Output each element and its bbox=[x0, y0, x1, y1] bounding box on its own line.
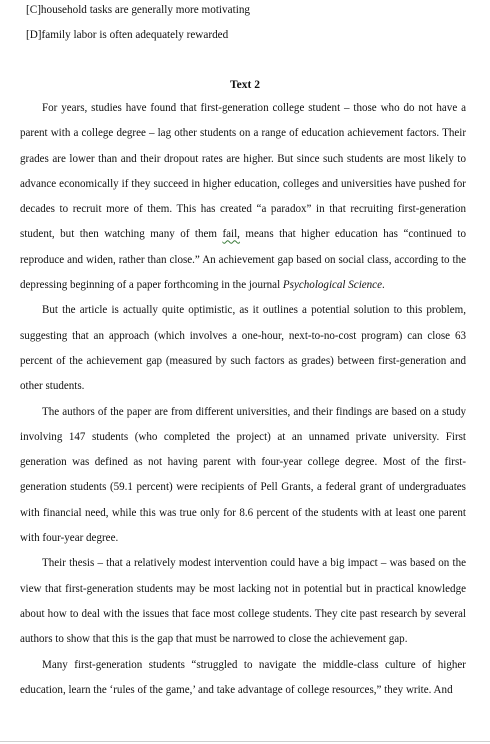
passage-body bbox=[20, 96, 466, 703]
paragraph-1-part-a: For years, studies have found that first-generation college student – those who do not have a parent with a college degree – lag other students on a range of education achievement factors. Their grades are lower than and their dropout rates are higher. But since such students are most likely to advance economically if they succeed in higher education, colleges and universities have pushed for decades to recruit more of them. This has created “a paradox” in that recruiting first-generation student, but then watching many of them bbox=[20, 102, 466, 241]
spellcheck-flagged-word: fail, bbox=[222, 228, 240, 241]
paragraph-4: Their thesis – that a relatively modest intervention could have a big impact – was based on the view that first-generation students may be most lacking not in potential but in practical knowledge about how to deal with the issues that face most college students. They cite past research by several authors to show that this is the gap that must be narrowed to close the achievement gap. bbox=[20, 557, 466, 646]
paragraph-1-part-b: means that higher education has “continued to reproduce and widen, rather than close.” An achievement gap based on social class, according to the depressing beginning of a paper forthcoming in the journal bbox=[20, 228, 466, 292]
paragraph-5: Many first-generation students “struggled to navigate the middle-class culture of higher education, learn the ‘rules of the game,’ and take advantage of college resources,” they write. And bbox=[20, 658, 466, 696]
answer-option-c: [C]household tasks are generally more motivating bbox=[26, 4, 251, 16]
paragraph-2: But the article is actually quite optimistic, as it outlines a potential solution to this problem, suggesting that an approach (which involves a one-hour, next-to-no-cost program) can close 63 percent of the achievement gap (measured by such factors as grades) between first-generation and other students. bbox=[20, 304, 466, 393]
page-bottom-rule bbox=[0, 741, 490, 742]
paragraph-1 bbox=[20, 96, 466, 298]
paragraph-3: The authors of the paper are from different universities, and their findings are based on a study involving 147 students (who completed the project) at an unnamed private university. First generation was defined as not having parent with four-year college degree. Most of the first-generation students (59.1 percent) were recipients of Pell Grants, a federal grant of undergraduates with financial need, while this was true only for 8.6 percent of the students with at least one parent with four-year degree. bbox=[20, 405, 466, 545]
paragraph-1-end: . bbox=[382, 279, 385, 292]
journal-name: Psychological Science bbox=[282, 279, 382, 292]
passage-title: Text 2 bbox=[230, 79, 260, 91]
answer-option-d: [D]family labor is often adequately rewarded bbox=[26, 29, 229, 41]
